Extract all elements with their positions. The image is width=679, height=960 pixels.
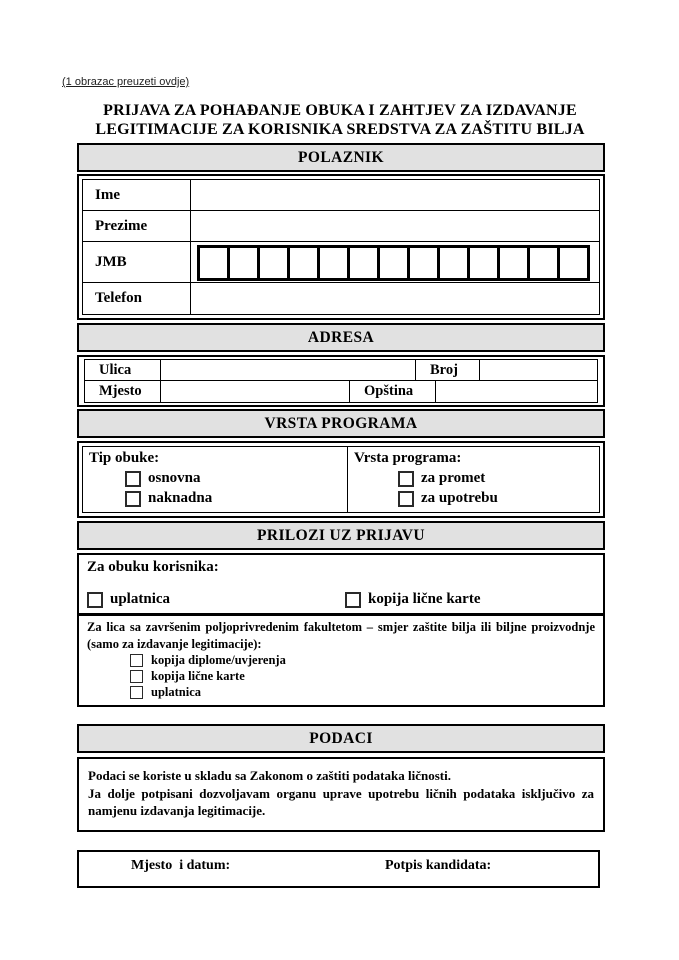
- uplatnica-2-label: uplatnica: [151, 685, 202, 699]
- form-title-line1: PRIJAVA ZA POHAĐANJE OBUKA I ZAHTJEV ZA IZDAVANJE: [103, 102, 577, 119]
- opstina-input[interactable]: [436, 381, 597, 402]
- jmb-digit-cell[interactable]: [317, 245, 350, 281]
- ime-label: Ime: [83, 180, 191, 210]
- obuka-options-row: [87, 591, 595, 608]
- jmb-label: JMB: [83, 242, 191, 282]
- adresa-table: [84, 359, 598, 403]
- opstina-label: Opština: [350, 381, 436, 402]
- option-osnovna: [125, 470, 341, 487]
- checkbox-uplatnica[interactable]: [87, 592, 103, 608]
- table-row-ime: [83, 180, 599, 211]
- vrsta-programa-section: [77, 441, 605, 518]
- vrsta-programa-columns: [82, 446, 600, 513]
- telefon-input[interactable]: [191, 283, 599, 314]
- broj-input[interactable]: [480, 360, 597, 380]
- place-date-label: Mjesto i datum:: [131, 857, 231, 873]
- option-kopija-licne-karte-2: [130, 669, 595, 684]
- checkbox-naknadna[interactable]: [125, 491, 141, 507]
- jmb-digit-cell[interactable]: [287, 245, 320, 281]
- polaznik-section: [77, 174, 605, 320]
- jmb-digit-cell[interactable]: [257, 245, 290, 281]
- option-uplatnica: [87, 591, 345, 608]
- podaci-section: [77, 757, 605, 832]
- za-upotrebu-label: za upotrebu: [421, 490, 498, 506]
- download-form-link[interactable]: (1 obrazac preuzeti ovdje): [62, 76, 190, 88]
- checkbox-kopija-licne-karte[interactable]: [345, 592, 361, 608]
- option-kopija-diplome: [130, 653, 595, 668]
- table-row-prezime: [83, 211, 599, 242]
- option-za-upotrebu: [398, 490, 593, 507]
- option-uplatnica-2: [130, 685, 595, 700]
- za-promet-label: za promet: [421, 470, 486, 486]
- jmb-digit-cell[interactable]: [437, 245, 470, 281]
- tip-obuke-title: Tip obuke:: [89, 450, 160, 466]
- section-header-podaci: PODACI: [77, 724, 605, 753]
- prezime-label: Prezime: [83, 211, 191, 241]
- jmb-input-area: [191, 242, 599, 282]
- fakultet-note: Za lica sa završenim poljoprivredenim fakultetom – smjer zaštite bilja ili biljne proizvodnje (samo za izdavanje legitimacije):: [87, 620, 595, 651]
- za-obuku-korisnika-title: Za obuku korisnika:: [87, 559, 219, 575]
- table-row-ulica-broj: [85, 360, 597, 381]
- tip-obuke-column: [83, 447, 348, 512]
- podaci-text-line2: Ja dolje potpisani dozvoljavam organu uprave upotrebu ličnih podataka isključivo za namjenu izdavanja legitimacije.: [88, 785, 594, 819]
- polaznik-table: [82, 179, 600, 315]
- ulica-input[interactable]: [161, 360, 416, 380]
- option-za-promet: [398, 470, 593, 487]
- osnovna-label: osnovna: [148, 470, 201, 486]
- jmb-digit-cell[interactable]: [467, 245, 500, 281]
- adresa-section: [77, 355, 605, 407]
- jmb-digit-cell[interactable]: [527, 245, 560, 281]
- broj-label: Broj: [416, 360, 480, 380]
- jmb-cells: [197, 245, 599, 281]
- vrsta-programa-title: Vrsta programa:: [354, 450, 462, 466]
- jmb-digit-cell[interactable]: [347, 245, 380, 281]
- telefon-label: Telefon: [83, 283, 191, 314]
- signature-label: Potpis kandidata:: [385, 857, 492, 873]
- ime-input[interactable]: [191, 180, 599, 210]
- prilozi-obuka-box: [77, 553, 605, 615]
- table-row-jmb: [83, 242, 599, 283]
- vrsta-programa-column: [348, 447, 599, 512]
- kopija-licne-karte-label: kopija lične karte: [368, 591, 481, 607]
- podaci-text-line1: Podaci se koriste u skladu sa Zakonom o zaštiti podataka ličnosti.: [88, 768, 451, 783]
- jmb-digit-cell[interactable]: [497, 245, 530, 281]
- table-row-mjesto-opstina: [85, 381, 597, 402]
- jmb-digit-cell[interactable]: [557, 245, 590, 281]
- section-header-vrsta-programa: VRSTA PROGRAMA: [77, 409, 605, 438]
- application-form: [77, 143, 605, 888]
- checkbox-kopija-licne-karte-2[interactable]: [130, 670, 143, 683]
- table-row-telefon: [83, 283, 599, 314]
- section-header-adresa: ADRESA: [77, 323, 605, 352]
- mjesto-label: Mjesto: [85, 381, 161, 402]
- section-header-polaznik: POLAZNIK: [77, 143, 605, 172]
- checkbox-kopija-diplome[interactable]: [130, 654, 143, 667]
- jmb-digit-cell[interactable]: [407, 245, 440, 281]
- naknadna-label: naknadna: [148, 490, 213, 506]
- checkbox-za-promet[interactable]: [398, 471, 414, 487]
- mjesto-input[interactable]: [161, 381, 350, 402]
- kopija-licne-karte-2-label: kopija lične karte: [151, 669, 245, 683]
- uplatnica-label: uplatnica: [110, 591, 171, 607]
- jmb-digit-cell[interactable]: [377, 245, 410, 281]
- jmb-digit-cell[interactable]: [227, 245, 260, 281]
- ulica-label: Ulica: [85, 360, 161, 380]
- prilozi-fakultet-box: [77, 615, 605, 707]
- jmb-digit-cell[interactable]: [197, 245, 230, 281]
- signature-box: [77, 850, 600, 888]
- section-header-prilozi: PRILOZI UZ PRIJAVU: [77, 521, 605, 550]
- checkbox-uplatnica-2[interactable]: [130, 686, 143, 699]
- checkbox-za-upotrebu[interactable]: [398, 491, 414, 507]
- fakultet-options: [130, 653, 595, 700]
- checkbox-osnovna[interactable]: [125, 471, 141, 487]
- prezime-input[interactable]: [191, 211, 599, 241]
- form-title: [70, 101, 610, 139]
- option-kopija-licne-karte: [345, 591, 481, 608]
- form-title-line2: LEGITIMACIJE ZA KORISNIKA SREDSTVA ZA ZAŠTITU BILJA: [95, 121, 585, 139]
- option-naknadna: [125, 490, 341, 507]
- kopija-diplome-label: kopija diplome/uvjerenja: [151, 653, 286, 667]
